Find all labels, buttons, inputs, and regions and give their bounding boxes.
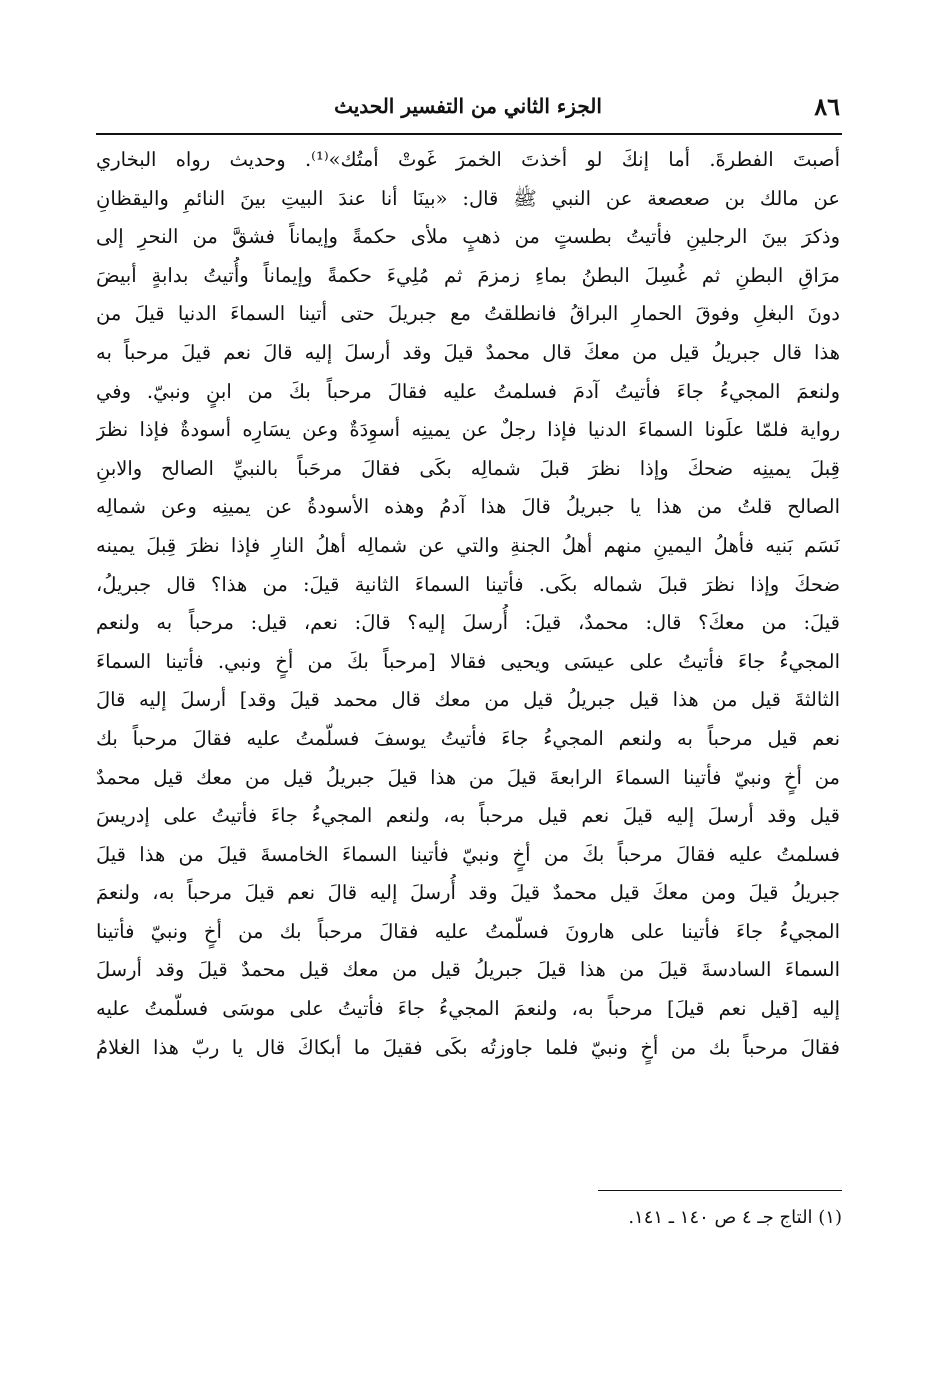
text-line: الصالح قلتُ من هذا يا جبريلُ قالَ هذا آدمُ وهذه الأسودةُ عن يمينِه وعن شمالِه: [96, 495, 840, 519]
text-line: دونَ البغلِ وفوقَ الحمارِ البراقُ فانطلقتُ مع جبريلَ حتى أتينا السماءَ الدنيا قيلَ من: [96, 302, 840, 326]
text-line: مرَاقِ البطنِ ثم غُسِلَ البطنُ بماءِ زمزمَ ثم مُلِيءَ حكمةً وإيماناً وأُتيتُ بدابةٍ أبيضَ: [96, 263, 840, 287]
page-header: [96, 88, 840, 128]
text-line: المجيءُ جاءَ فأتيتُ على عيسَى ويحيى فقالا [مرحباً بكَ من أخٍ ونبي. فأتينا السماءَ: [96, 649, 840, 673]
text-line: ضحكَ وإذا نظرَ قبلَ شماله بكَى. فأتينا السماءَ الثانية قيلَ: من هذا؟ قال جبريلُ،: [96, 572, 840, 596]
text-line: ولنعمَ المجيءُ جاءَ فأتيتُ آدمَ فسلمتُ عليه فقالَ مرحباً بكَ من ابنٍ ونبيّ. وفي: [96, 379, 840, 403]
text-line: قيلَ: من معكَ؟ قال: محمدٌ، قيلَ: أُرسلَ إليه؟ قالَ: نعم، قيل: مرحباً به ولنعم: [96, 611, 840, 635]
text-line: نعم قيل مرحباً به ولنعم المجيءُ جاءَ فأتيتُ يوسفَ فسلّمتُ عليه فقالَ مرحباً بك: [96, 726, 840, 750]
text-line: عن مالك بن صعصعة عن النبي ﷺ قال: «بينَا أنا عندَ البيتِ بينَ النائمِ واليقظانِ: [96, 186, 840, 210]
text-line: قيل وقد أرسلَ إليه قيلَ نعم قيل مرحباً به، ولنعم المجيءُ جاءَ فأتيتُ على إدريسَ: [96, 804, 840, 828]
text-line: فقالَ مرحباً بك من أخٍ ونبيّ فلما جاوزتُه بكَى فقيلَ ما أبكاكَ قال يا ربّ هذا الغلامُ: [96, 1035, 840, 1059]
text-line: الثالثةَ قيل من هذا قيل جبريلُ قيل من معك قال محمد قيلَ وقد] أرسلَ إليه قالَ: [96, 688, 840, 712]
text-line: من أخٍ ونبيّ فأتينا السماءَ الرابعةَ قيلَ من هذا قيلَ جبريلُ قيل من معك قيل محمدٌ: [96, 765, 840, 789]
text-line: السماءَ السادسةَ قيلَ من هذا قيلَ جبريلُ قيل من معك قيل محمدٌ قيلَ وقد أرسلَ: [96, 958, 840, 982]
body-text: [96, 141, 840, 1067]
text-line: المجيءُ جاءَ فأتينا على هارونَ فسلّمتُ عليه فقالَ مرحباً بك من أخٍ ونبيّ فأتينا: [96, 919, 840, 943]
text-line: نَسَم بَنيه فأهلُ اليمينِ منهم أهلُ الجنةِ والتي عن شمالِه أهلُ النارِ فإذا نظرَ قِبلَ يمينه: [96, 533, 840, 557]
text-line: وذكرَ بينَ الرجلينِ فأتيتُ بطستٍ من ذهبٍ ملأى حكمةً وإيماناً فشقَّ من النحرِ إلى: [96, 225, 840, 249]
footnote-divider: [598, 1190, 842, 1191]
footnote: (١) التاج جـ ٤ ص ١٤٠ ـ ١٤١.: [628, 1207, 842, 1228]
text-line: فسلمتُ عليه فقالَ مرحباً بكَ من أخٍ ونبيّ فأتينا السماءَ الخامسةَ قيلَ من هذا قيلَ: [96, 842, 840, 866]
text-line: قِبلَ يمينِه ضحكَ وإذا نظرَ قبلَ شمالِه بكَى فقالَ مرحَباً بالنبيِّ الصالح والابنِ: [96, 456, 840, 480]
text-line: جبريلُ قيلَ ومن معكَ قيل محمدٌ قيلَ وقد أُرسلَ إليه قالَ نعم قيلَ مرحباً به، ولنعمَ: [96, 881, 840, 905]
text-line: هذا قال جبريلُ قيل من معكَ قال محمدٌ قيلَ وقد أرسلَ إليه قالَ نعم قيلَ مرحباً به: [96, 340, 840, 364]
header-divider: [96, 133, 842, 135]
page-number: ٨٦: [814, 92, 840, 121]
text-line: أصبتَ الفطرةَ. أما إنكَ لو أخذتَ الخمرَ غَوتْ أمتُك»⁽¹⁾. وحديث رواه البخاري: [96, 148, 840, 171]
text-line: إليه [قيل نعم قيلَ] مرحباً به، ولنعمَ المجيءُ جاءَ فأتيتُ على موسَى فسلّمتُ عليه: [96, 997, 840, 1021]
text-line: رواية فلمّا علَونا السماءَ الدنيا فإذا رجلٌ عن يمينِه أسوِدَةٌ وعن يسَارِه أسودةٌ فإذا نظرَ: [96, 418, 840, 442]
running-title: الجزء الثاني من التفسير الحديث: [334, 94, 602, 118]
